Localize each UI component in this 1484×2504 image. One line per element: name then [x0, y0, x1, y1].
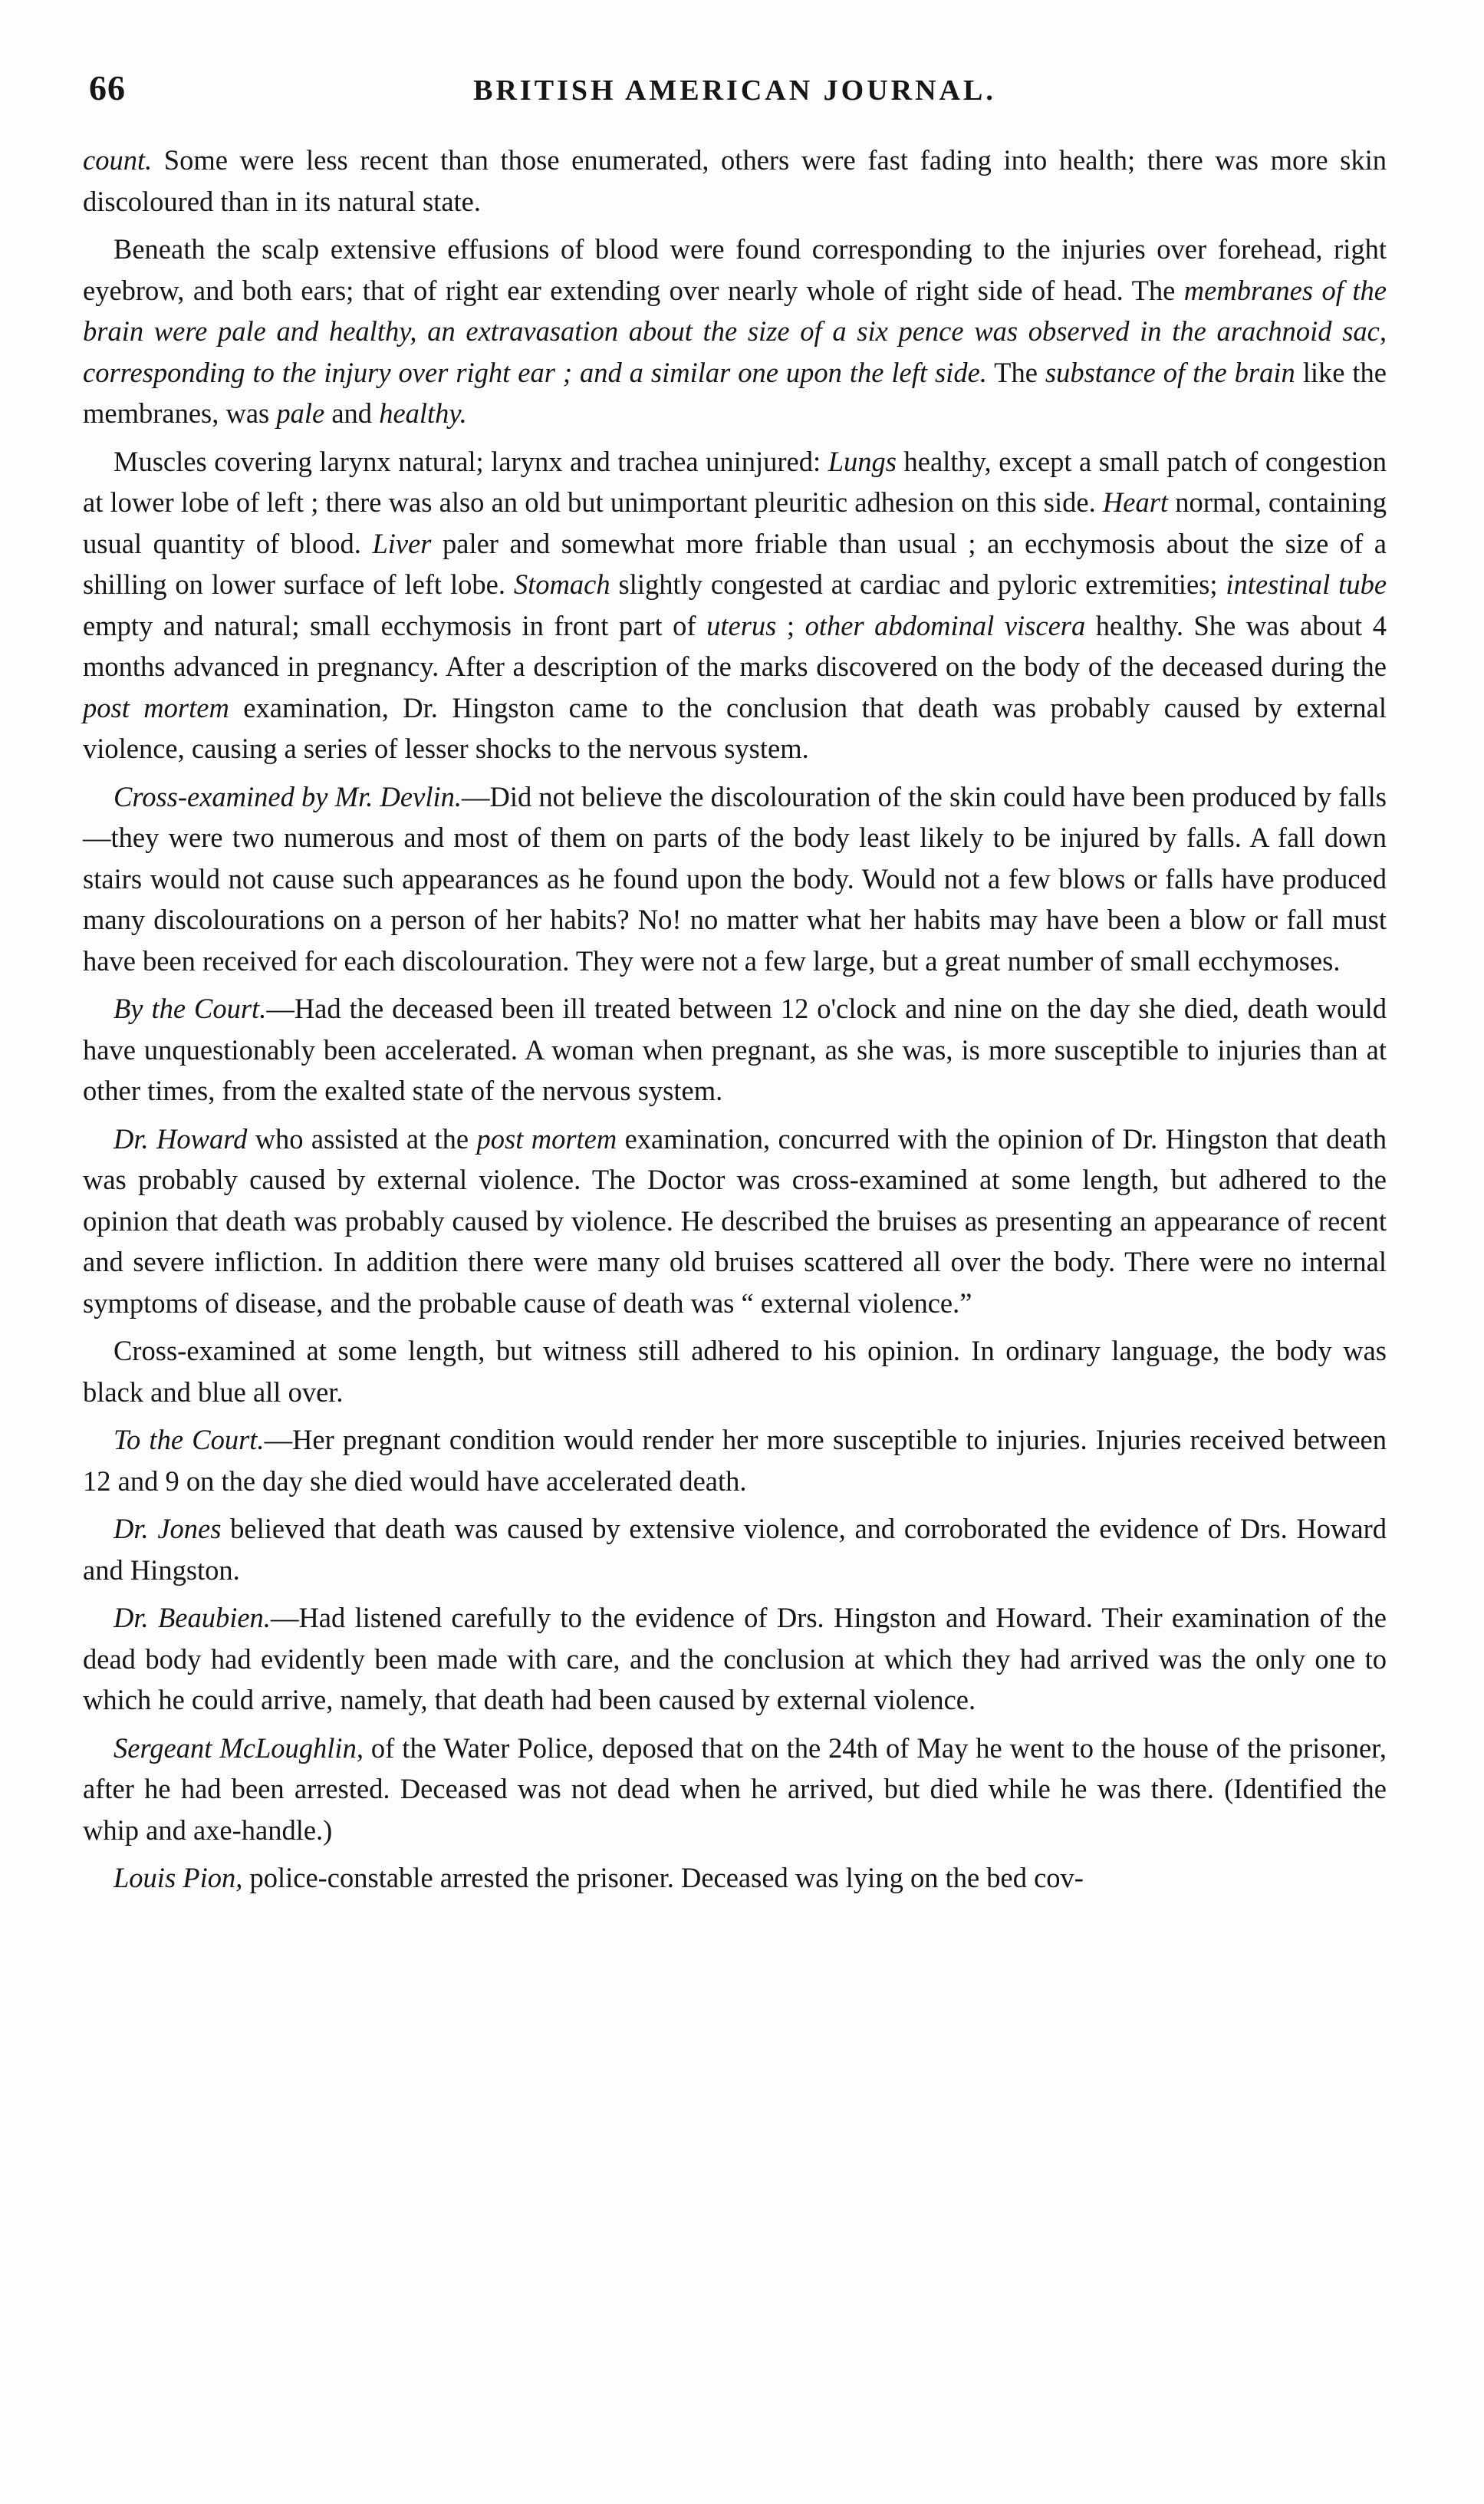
italic-text: Dr. Howard	[114, 1122, 248, 1155]
text-run: Muscles covering larynx natural; larynx and trachea uninjured:	[114, 445, 828, 477]
text-run: who assisted at the	[247, 1122, 477, 1155]
italic-text: intestinal tube	[1226, 568, 1387, 600]
paragraph	[83, 1508, 1387, 1590]
paragraph	[83, 1728, 1387, 1851]
italic-text: count.	[83, 144, 153, 176]
paragraph	[83, 1857, 1387, 1899]
paragraph	[83, 988, 1387, 1112]
italic-text: Sergeant McLoughlin,	[114, 1731, 364, 1764]
text-run: slightly congested at cardiac and pyloric extremities;	[610, 568, 1226, 600]
italic-text: post mortem	[83, 691, 229, 723]
italic-text: By the Court.	[114, 993, 267, 1024]
page-number: 66	[89, 68, 126, 107]
text-run: normal, containing usual quantity of blood.	[83, 486, 1387, 559]
document-page	[83, 68, 1387, 1899]
italic-text: healthy.	[379, 397, 467, 429]
running-title: BRITISH AMERICAN JOURNAL.	[473, 74, 996, 107]
paragraph	[83, 441, 1387, 769]
italic-text: Dr. Jones	[114, 1513, 222, 1544]
paragraph	[83, 229, 1387, 434]
italic-text: post mortem	[476, 1122, 617, 1155]
paragraph	[83, 1597, 1387, 1721]
text-run: empty and natural; small ecchymosis in front part of	[83, 609, 707, 641]
text-run: Some were less recent than those enumerated, others were fast fading into health; there was more skin discoloured than in its natural state.	[83, 144, 1387, 217]
text-run: Cross-examined at some length, but witness still adhered to his opinion. In ordinary language, the body was black and blue all over.	[83, 1335, 1387, 1408]
text-run: police-constable arrested the prisoner. Deceased was lying on the bed cov-	[242, 1862, 1084, 1893]
text-run: The	[986, 356, 1045, 388]
text-run: of the Water Police, deposed that on the 24th of May he went to the house of the prisoner, after he had been arrested. Deceased was not dead when he arrived, but died while he was there. (Identified the whip and axe-handle.)	[83, 1731, 1387, 1846]
article-body	[83, 140, 1387, 1899]
italic-text: uterus	[706, 609, 777, 641]
italic-text: Liver	[372, 527, 432, 559]
paragraph	[83, 1419, 1387, 1501]
text-run: like the membranes, was	[83, 356, 1387, 429]
italic-text: Dr. Beaubien.	[114, 1602, 271, 1633]
paragraph	[83, 776, 1387, 982]
text-run: healthy. She was about 4 months advanced in pregnancy. After a description of the marks discovered on the body of the deceased during the	[83, 609, 1387, 682]
italic-text: To the Court.	[114, 1424, 265, 1455]
page-header	[83, 68, 1387, 129]
italic-text: Stomach	[513, 568, 610, 600]
italic-text: Louis Pion,	[114, 1862, 243, 1893]
text-run: —Did not believe the discolouration of the skin could have been produced by falls—they were two numerous and most of them on parts of the body least likely to be injured by falls. A fall down stairs would not cause such appearances as he found upon the body. Would not a few blows or falls have produced many discolourations on a person of her habits? No! no matter what her habits may have been a blow or fall must have been received for each discolouration. They were not a few large, but a great number of small ecchymoses.	[83, 780, 1387, 977]
text-run: —Her pregnant condition would render her more susceptible to injuries. Injuries received between 12 and 9 on the day she died would have accelerated death.	[83, 1424, 1387, 1497]
paragraph	[83, 1119, 1387, 1324]
paragraph	[83, 1330, 1387, 1412]
paragraph	[83, 140, 1387, 222]
italic-text: substance of the brain	[1045, 356, 1295, 388]
text-run: healthy, except a small patch of congestion at lower lobe of left ; there was also an old but unimportant pleuritic adhesion on this side.	[83, 445, 1387, 518]
text-run: paler and somewhat more friable than usual ; an ecchymosis about the size of a shilling on lower surface of left lobe.	[83, 527, 1387, 600]
text-run: believed that death was caused by extensive violence, and corroborated the evidence of Drs. Howard and Hingston.	[83, 1513, 1387, 1586]
italic-text: pale	[276, 397, 325, 429]
text-run: examination, Dr. Hingston came to the conclusion that death was probably caused by external violence, causing a series of lesser shocks to the nervous system.	[83, 691, 1387, 764]
italic-text: membranes of the brain were pale and healthy, an extravasation about the size of a six pence was observed in the arachnoid sac, corresponding to the injury over right ear ; and a similar one upon the left side.	[83, 274, 1387, 388]
text-run: —Had listened carefully to the evidence of Drs. Hingston and Howard. Their examination of the dead body had evidently been made with care, and the conclusion at which they had arrived was the only one to which he could arrive, namely, that death had been caused by external violence.	[83, 1602, 1387, 1715]
italic-text: Cross-examined by Mr. Devlin.	[114, 780, 462, 812]
text-run: —Had the deceased been ill treated between 12 o'clock and nine on the day she died, death would have unquestionably been accelerated. A woman when pregnant, as she was, is more susceptible to injuries than at other times, from the exalted state of the nervous system.	[83, 993, 1387, 1106]
text-run: Beneath the scalp extensive effusions of blood were found corresponding to the injuries over forehead, right eyebrow, and both ears; that of right ear extending over nearly whole of right side of head. The	[83, 233, 1387, 306]
text-run: examination, concurred with the opinion of Dr. Hingston that death was probably caused by external violence. The Doctor was cross-examined at some length, but adhered to the opinion that death was probably caused by violence. He described the bruises as presenting an appearance of recent and severe infliction. In addition there were many old bruises scattered all over the body. There were no internal symptoms of disease, and the probable cause of death was “ external violence.”	[83, 1122, 1387, 1319]
italic-text: other abdominal viscera	[805, 609, 1086, 641]
italic-text: Heart	[1102, 486, 1169, 518]
text-run: ;	[776, 609, 805, 641]
text-run: and	[324, 397, 380, 429]
italic-text: Lungs	[828, 445, 897, 477]
